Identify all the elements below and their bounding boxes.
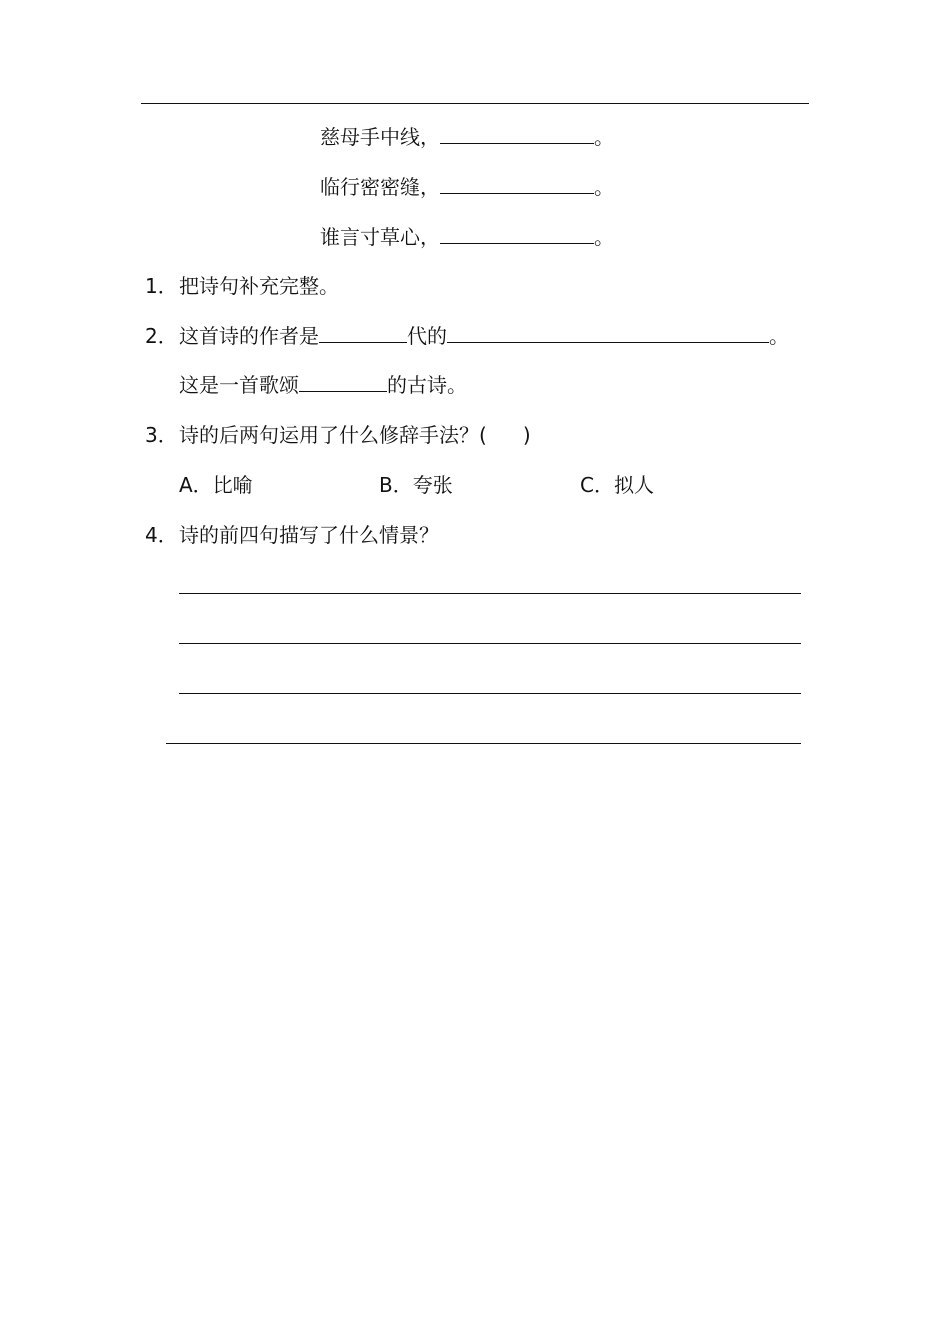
question-3-number: 3． — [145, 423, 178, 447]
question-2-text-3: 这是一首歌颂 — [179, 373, 299, 397]
poem-line-1-end: 。 — [594, 125, 614, 149]
question-3-text: 诗的后两句运用了什么修辞手法？( — [179, 423, 487, 447]
dynasty-blank[interactable] — [319, 324, 407, 343]
question-4 — [145, 523, 439, 547]
poem-line-3-text: 谁言寸草心， — [320, 225, 440, 249]
poem-line-2-end: 。 — [594, 175, 614, 199]
option-a-text: 比喻 — [212, 473, 253, 497]
poem-line-1-text: 慈母手中线， — [320, 125, 440, 149]
author-blank[interactable] — [447, 324, 769, 343]
option-c-label: C． — [580, 473, 614, 497]
question-4-number: 4． — [145, 523, 178, 547]
option-a[interactable] — [179, 473, 253, 497]
question-2-text-2: 代的 — [407, 324, 447, 348]
poem-line-3 — [320, 225, 614, 249]
answer-line-4[interactable] — [166, 743, 801, 744]
poem-blank-3[interactable] — [440, 225, 594, 244]
question-2-text-4: 的古诗。 — [387, 373, 467, 397]
option-a-label: A． — [179, 473, 213, 497]
option-c[interactable] — [580, 473, 654, 497]
poem-blank-1[interactable] — [440, 125, 594, 144]
answer-line-1[interactable] — [179, 593, 801, 594]
poem-blank-2[interactable] — [440, 175, 594, 194]
answer-line-2[interactable] — [179, 643, 801, 644]
theme-blank[interactable] — [299, 373, 387, 392]
question-4-text: 诗的前四句描写了什么情景？ — [179, 523, 439, 547]
option-b-text: 夸张 — [412, 473, 453, 497]
question-2-text-1: 这首诗的作者是 — [179, 324, 319, 348]
question-1-text: 把诗句补充完整。 — [179, 274, 339, 298]
header-rule — [141, 103, 809, 104]
option-c-text: 拟人 — [613, 473, 654, 497]
poem-line-2 — [320, 175, 614, 199]
question-3-close-paren: ) — [522, 423, 531, 447]
question-3 — [145, 423, 531, 447]
option-b-label: B． — [379, 473, 413, 497]
question-1-number: 1． — [145, 274, 178, 298]
question-2 — [145, 324, 789, 348]
poem-line-1 — [320, 125, 614, 149]
poem-line-2-text: 临行密密缝， — [320, 175, 440, 199]
question-2-end: 。 — [769, 324, 789, 348]
option-b[interactable] — [379, 473, 453, 497]
question-2-line-2 — [179, 373, 467, 397]
poem-line-3-end: 。 — [594, 225, 614, 249]
question-1 — [145, 274, 339, 298]
question-2-number: 2． — [145, 324, 178, 348]
answer-line-3[interactable] — [179, 693, 801, 694]
